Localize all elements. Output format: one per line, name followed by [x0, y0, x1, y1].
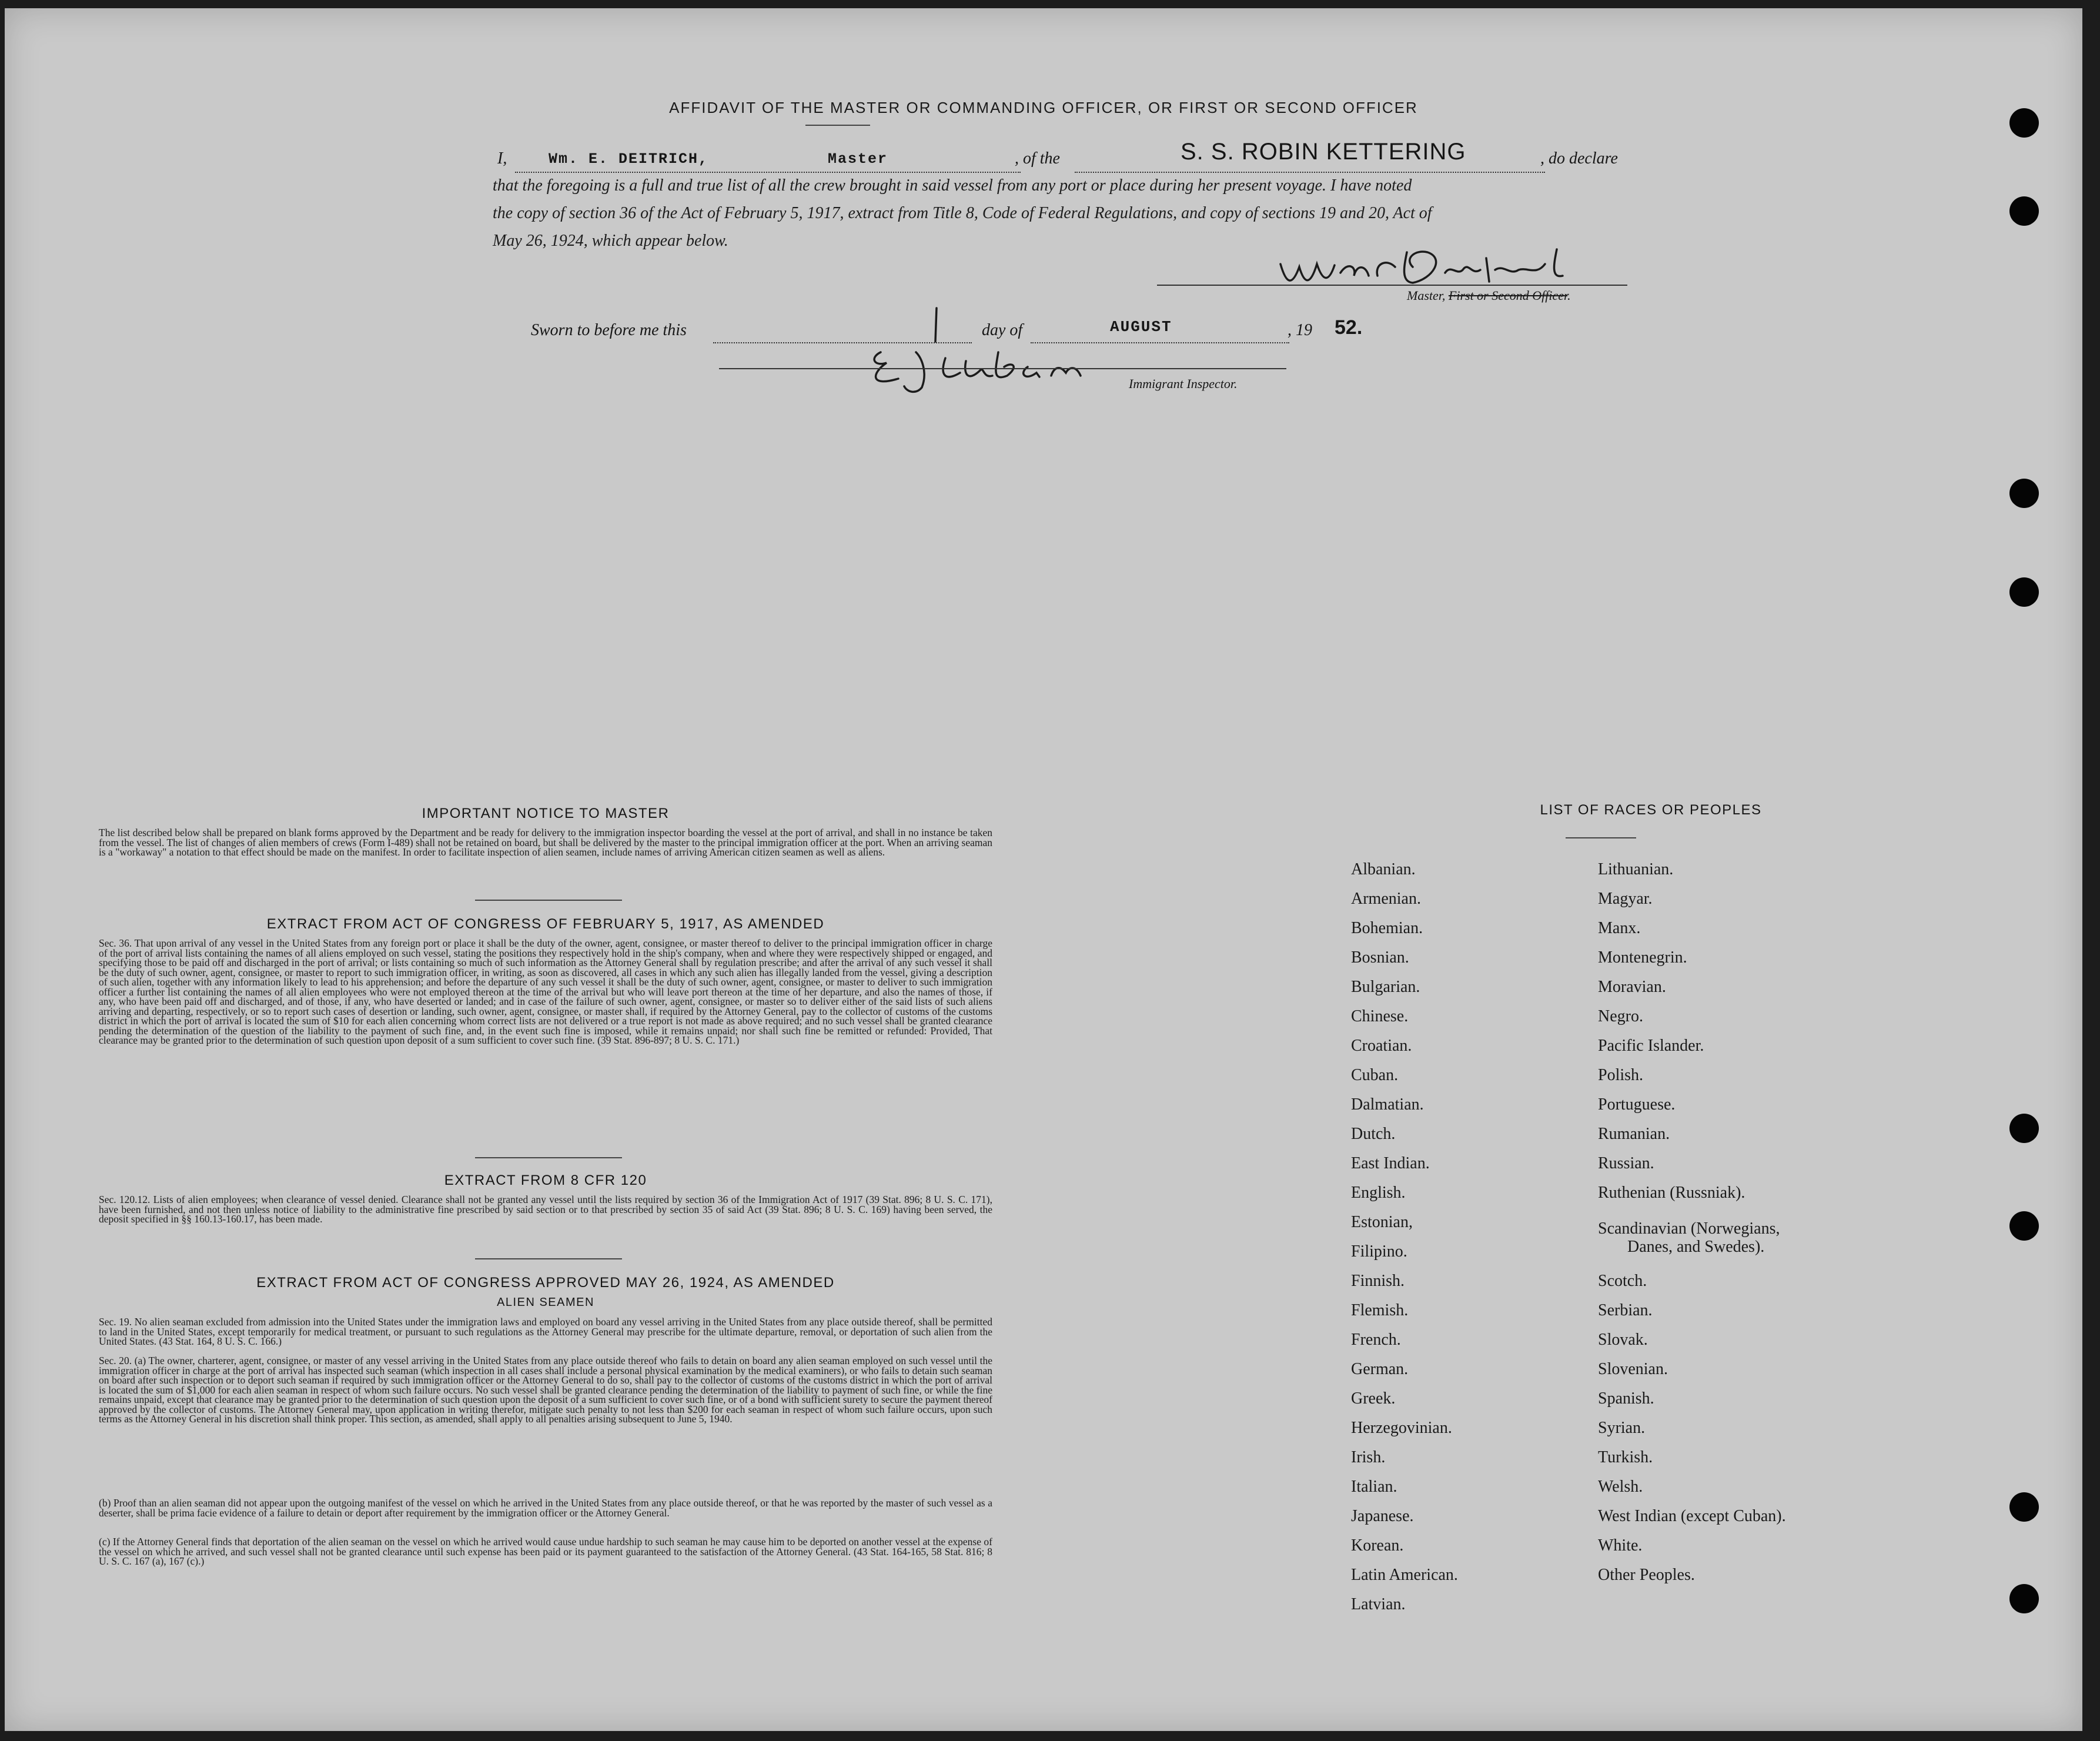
notice-heading: IMPORTANT NOTICE TO MASTER — [422, 806, 670, 821]
extract-1917-body: Sec. 36. That upon arrival of any vessel in the United States from any foreign port or place it shall be the duty of the owner, agent, consignee, or master thereof to deliver to the principal immigration officer in charge of the port of arrival lists containing the names of all aliens employed on such vessel, stating the positions they respectively hold in the ship's company, when and where they were respectively shipped or engaged, and specifying those to be paid off and discharged in the port of arrival; or lists containing so much of such information as the Attorney General shall by regulation prescribe; and after the arrival of any such vessel it shall be the duty of such owner, agent, consignee, or master to report to such immigration officer, in writing, as soon as discovered, all cases in which any such alien has illegally landed from the vessel, giving a description of such alien, together with any information likely to lead to his apprehension; and before the departure of any such vessel it shall be the duty of such owner, agent, consignee, or master to deliver to such immigration officer a further list containing the names of all alien employees who were not employed thereon at the time of the arrival but who will leave port thereon at the time of her departure, and also the names of those, if any, who have been paid off and discharged, and of those, if any, who have deserted or landed; and in case of the failure of such owner, agent, consignee, or master so to deliver either of the said lists of such aliens arriving and departing, respectively, or so to report such cases of desertion or landing, such owner, agent, consignee, or master shall, if required by the Attorney General, pay to the collector of customs of the customs district in which the port of arrival is located the sum of $10 for each alien concerning whom correct lists are not delivered or a true report is not made as above required; and no such vessel shall be granted clearance pending the determination of the question of the liability to the payment of such fine, and, in the event such fine is imposed, while it remains unpaid; nor shall such fine be remitted or refunded: Provided, That clearance may be granted prior to the determination of such question upon deposit of a sum sufficient to cover such fine. (39 Stat. 896-897; 8 U. S. C. 171.) — [99, 937, 992, 1046]
race-right-item: Danes, and Swedes). — [1627, 1238, 1765, 1256]
race-right-item: Other Peoples. — [1598, 1566, 1695, 1584]
document-page — [5, 8, 2082, 1731]
caption-period: . — [1567, 288, 1571, 303]
race-left-item: Latin American. — [1351, 1566, 1458, 1584]
race-right-item: White. — [1598, 1536, 1643, 1555]
extract-1924-sec20a: Sec. 20. (a) The owner, charterer, agent, consignee, or master of any vessel arriving in the United States from any place outside thereof who fails to detain on board any alien seaman employed on such vessel until the immigration officer in charge at the port of arrival has inspected such seaman (which inspection in all cases shall include a personal physical examination by the medical examiners), or who fails to detain such seaman on board after such inspection or to deport such seaman if required by such immigration officer or the Attorney General to do so, shall pay to the collector of customs of the customs district in which the port of arrival is located the sum of $1,000 for each alien seaman in respect of whom such failure occurs. No such vessel shall be granted clearance pending the determination of the liability to payment of such fine, or while the fine remains unpaid, except that clearance may be granted prior to the determination of such question upon the deposit of a sum sufficient to cover such fine, or of a bond with sufficient surety to secure the payment thereof approved by the collector of customs. The Attorney General may, upon application in writing therefor, mitigate such penalty to not less than $200 for each seaman in respect of whom such failure occurs, upon such terms as the Attorney General in his discretion shall think proper. This section, as amended, shall apply to all penalties arising subsequent to June 5, 1940. — [99, 1355, 992, 1425]
race-right-item: Turkish. — [1598, 1448, 1653, 1466]
race-right-item: Slovenian. — [1598, 1360, 1668, 1378]
race-left-item: French. — [1351, 1331, 1401, 1349]
notice-rule — [475, 900, 622, 901]
binder-hole-icon — [2009, 479, 2039, 508]
race-right-item: Russian. — [1598, 1154, 1654, 1172]
race-right-item: Montenegrin. — [1598, 948, 1687, 967]
race-right-item: Syrian. — [1598, 1419, 1646, 1437]
sworn-year: 52. — [1335, 316, 1363, 339]
extract-cfr-heading: EXTRACT FROM 8 CFR 120 — [444, 1172, 647, 1188]
race-right-item: Lithuanian. — [1598, 860, 1674, 878]
day-of-label: day of — [982, 321, 1023, 339]
do-declare-label: , do declare — [1540, 149, 1618, 168]
race-left-item: Greek. — [1351, 1389, 1396, 1408]
sworn-month: AUGUST — [1110, 318, 1172, 336]
extract-cfr-rule — [475, 1258, 622, 1259]
extract-cfr-body: Sec. 120.12. Lists of alien employees; when clearance of vessel denied. Clearance shall not be granted any vessel until the lists required by section 36 of the Immigration Act of 1917 (39 Stat. 896; 8 U. S. C. 171), have been furnished, and not then unless notice of liability to the administrative fine prescribed by said section or to that prescribed by section 35 of said Act (39 Stat. 896; 8 U. S. C. 169) having been served, the deposit specified in §§ 160.13-160.17, has been made. — [99, 1194, 992, 1225]
race-right-item: Negro. — [1598, 1007, 1643, 1025]
affidavit-line-2: that the foregoing is a full and true list of all the crew brought in said vessel from any port or place during her present voyage. I have noted — [493, 176, 1412, 195]
master-name: Wm. E. DEITRICH, — [549, 151, 709, 168]
race-left-item: Latvian. — [1351, 1595, 1406, 1613]
extract-1924-sec20c: (c) If the Attorney General finds that deportation of the alien seaman on the vessel on which he arrived would cause undue hardship to such seaman he may cause him to be deported on another vessel at the expense of the vessel on which he arrived, and such vessel shall not be granted clearance until such expense has been paid or its payment guaranteed to the satisfaction of the Attorney General. (43 Stat. 164-165, 58 Stat. 816; 8 U. S. C. 167 (a), 167 (c).) — [99, 1536, 992, 1567]
race-left-item: Finnish. — [1351, 1272, 1405, 1290]
affidavit-line-4: May 26, 1924, which appear below. — [493, 232, 728, 250]
master-signature-line — [1157, 285, 1627, 286]
inspector-signature — [857, 340, 1139, 399]
race-left-item: Japanese. — [1351, 1507, 1414, 1525]
caption-struck-officer: First or Second Officer — [1448, 288, 1568, 303]
race-right-item: Pacific Islander. — [1598, 1037, 1704, 1055]
inspector-label: Immigrant Inspector. — [1129, 376, 1238, 391]
extract-1924-heading: EXTRACT FROM ACT OF CONGRESS APPROVED MAY 26, 1924, AS AMENDED — [256, 1275, 835, 1291]
race-right-item: Scandinavian (Norwegians, — [1598, 1219, 1780, 1238]
race-left-item: Herzegovinian. — [1351, 1419, 1452, 1437]
year-prefix: , 19 — [1288, 321, 1312, 339]
extract-1924-sec19: Sec. 19. No alien seaman excluded from admission into the United States under the immigration laws and employed on board any vessel arriving in the United States from any place outside thereof, shall be permitted to land in the United States, except temporarily for medical treatment, or pursuant to such regulations as the Attorney General may prescribe for the ultimate departure, removal, or deportation of such alien from the United States. (43 Stat. 164, 8 U. S. C. 166.) — [99, 1316, 992, 1347]
races-heading: LIST OF RACES OR PEOPLES — [1540, 802, 1762, 818]
race-left-item: Cuban. — [1351, 1066, 1399, 1084]
race-left-item: Bulgarian. — [1351, 978, 1420, 996]
binder-hole-icon — [2009, 108, 2039, 138]
extract-1917-rule — [475, 1157, 622, 1158]
race-left-item: Dalmatian. — [1351, 1095, 1424, 1114]
race-left-item: Chinese. — [1351, 1007, 1409, 1025]
race-right-item: Rumanian. — [1598, 1125, 1670, 1143]
race-left-item: German. — [1351, 1360, 1409, 1378]
race-right-item: Polish. — [1598, 1066, 1644, 1084]
master-rank: Master — [828, 151, 888, 168]
race-left-item: Flemish. — [1351, 1301, 1409, 1319]
race-left-item: Korean. — [1351, 1536, 1404, 1555]
affidavit-title: AFFIDAVIT OF THE MASTER OR COMMANDING OFFICER, OR FIRST OR SECOND OFFICER — [669, 99, 1418, 116]
of-the-label: , of the — [1015, 149, 1060, 168]
race-right-item: Scotch. — [1598, 1272, 1647, 1290]
binder-hole-icon — [2009, 577, 2039, 607]
race-left-item: Dutch. — [1351, 1125, 1396, 1143]
race-left-item: Filipino. — [1351, 1242, 1407, 1261]
binder-hole-icon — [2009, 1584, 2039, 1613]
race-right-item: Slovak. — [1598, 1331, 1648, 1349]
race-right-item: Spanish. — [1598, 1389, 1654, 1408]
race-right-item: Welsh. — [1598, 1478, 1643, 1496]
race-left-item: Bohemian. — [1351, 919, 1423, 937]
race-left-item: Irish. — [1351, 1448, 1386, 1466]
affidavit-line-3: the copy of section 36 of the Act of February 5, 1917, extract from Title 8, Code of Federal Regulations, and copy of sections 19 and 20, Act of — [493, 204, 1432, 222]
binder-hole-icon — [2009, 1211, 2039, 1241]
race-right-item: Manx. — [1598, 919, 1641, 937]
race-left-item: Croatian. — [1351, 1037, 1412, 1055]
race-right-item: Ruthenian (Russniak). — [1598, 1184, 1745, 1202]
declarant-prefix: I, — [497, 149, 507, 168]
binder-hole-icon — [2009, 196, 2039, 226]
races-rule — [1566, 837, 1636, 838]
notice-body: The list described below shall be prepared on blank forms approved by the Department and be ready for delivery to the immigration inspector boarding the vessel at the port of arrival, and shall in no instance be taken from the vessel. The list of changes of alien members of crews (Form I-489) shall not be retained on board, but shall be delivered by the master to the principal immigration officer at the port. When an arriving seaman is a "workaway" a notation to that effect should be made on the manifest. In order to facilitate inspection of alien seamen, include names of arriving American citizen seamen as well as aliens. — [99, 827, 992, 858]
race-left-item: Armenian. — [1351, 890, 1421, 908]
extract-1924-subheading: ALIEN SEAMEN — [497, 1296, 594, 1309]
race-right-item: Moravian. — [1598, 978, 1666, 996]
race-left-item: East Indian. — [1351, 1154, 1430, 1172]
extract-1917-heading: EXTRACT FROM ACT OF CONGRESS OF FEBRUARY 5, 1917, AS AMENDED — [266, 916, 825, 932]
race-right-item: Serbian. — [1598, 1301, 1653, 1319]
race-left-item: English. — [1351, 1184, 1406, 1202]
sworn-label: Sworn to before me this — [531, 321, 687, 339]
race-left-item: Estonian, — [1351, 1213, 1413, 1231]
race-right-item: Portuguese. — [1598, 1095, 1676, 1114]
master-signature-caption — [1407, 288, 1571, 303]
extract-1924-sec20b: (b) Proof than an alien seaman did not appear upon the outgoing manifest of the vessel on which he arrived in the United States from any place outside thereof, or that he was reported by the master of such vessel as a deserter, shall be prima facie evidence of a failure to detain or deport after requirement by the immigration officer or the Attorney General. — [99, 1497, 992, 1519]
vessel-name: S. S. ROBIN KETTERING — [1181, 139, 1466, 165]
race-right-item: West Indian (except Cuban). — [1598, 1507, 1786, 1525]
sworn-day — [929, 305, 930, 306]
race-left-item: Bosnian. — [1351, 948, 1409, 967]
race-right-item: Magyar. — [1598, 890, 1653, 908]
race-left-item: Albanian. — [1351, 860, 1416, 878]
binder-hole-icon — [2009, 1114, 2039, 1143]
race-left-item: Italian. — [1351, 1478, 1397, 1496]
title-rule — [805, 125, 870, 126]
caption-master: Master, — [1407, 288, 1449, 303]
binder-hole-icon — [2009, 1492, 2039, 1522]
inspector-signature-line — [719, 368, 1286, 369]
